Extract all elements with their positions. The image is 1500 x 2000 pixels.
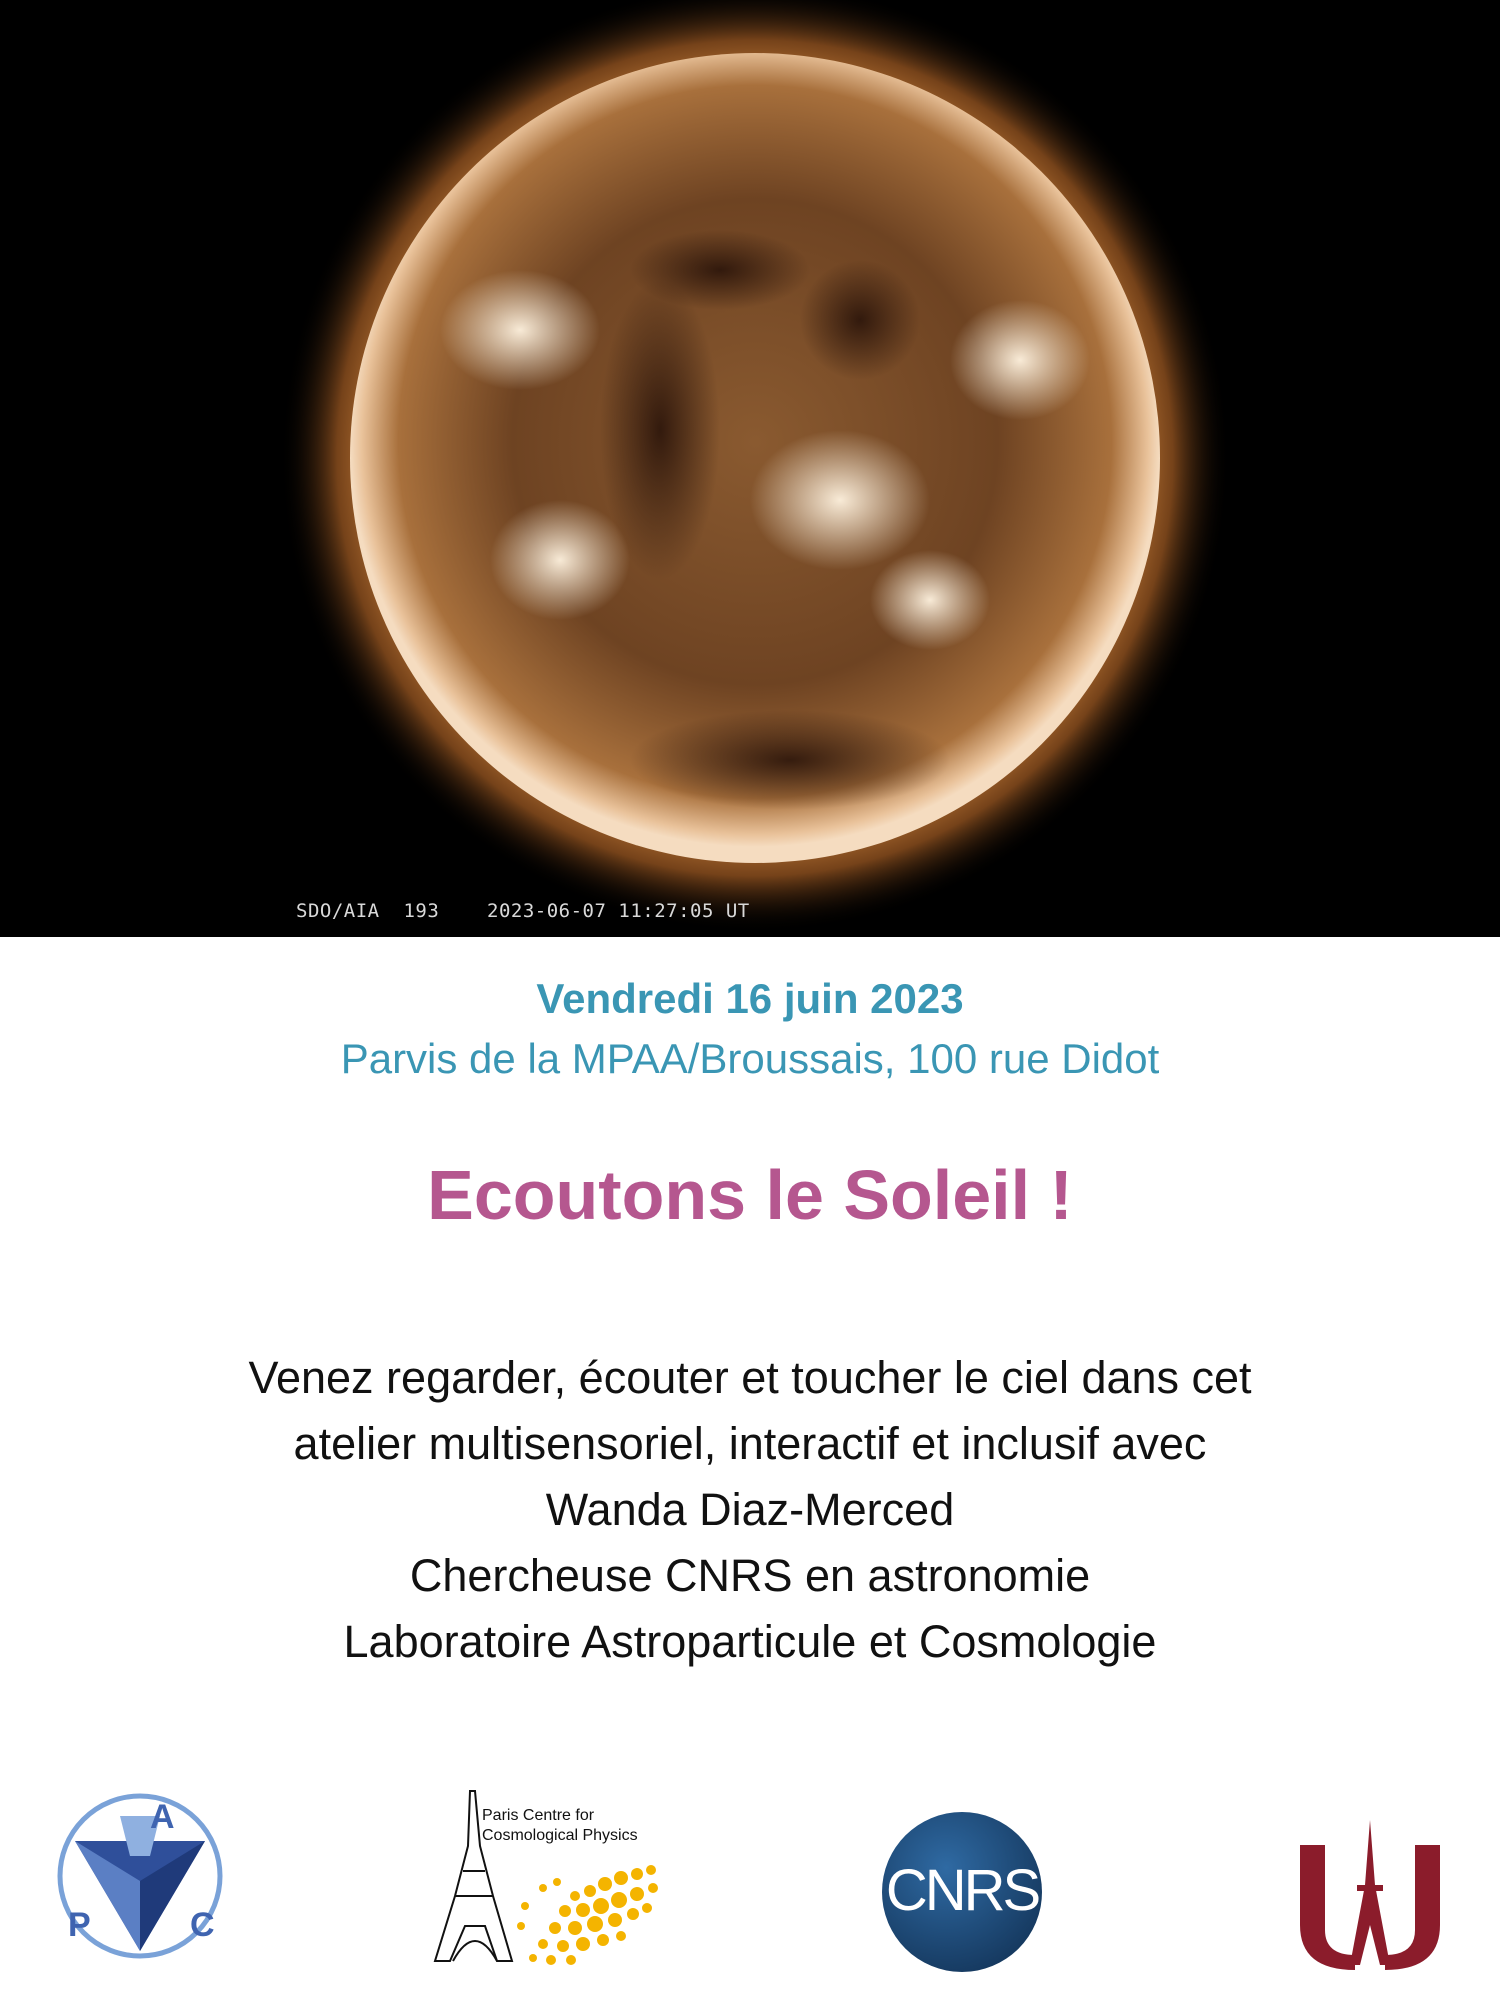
event-location: Parvis de la MPAA/Broussais, 100 rue Didot [340,1035,1160,1082]
cnrs-wordmark: CNRS [885,1858,1039,1923]
event-description [0,1345,1500,1675]
cnrs-logo [880,1810,1045,1975]
pccp-line1: Paris Centre for [482,1807,595,1824]
image-caption [296,900,750,922]
apc-letter-p: P [68,1906,91,1944]
apc-logo [50,1786,230,1966]
description-line: Venez regarder, écouter et toucher le ciel dans cet [248,1352,1252,1403]
caption-timestamp: 2023-06-07 11:27:05 UT [487,900,750,922]
speaker-role: Chercheuse CNRS en astronomie [409,1550,1091,1601]
speaker-lab: Laboratoire Astroparticule et Cosmologie [343,1616,1157,1667]
apc-letter-a: A [150,1798,175,1836]
pccp-line2: Cosmological Physics [482,1827,638,1844]
event-title: Ecoutons le Soleil ! [427,1156,1073,1234]
university-logo [1295,1815,1445,1975]
event-date: Vendredi 16 juin 2023 [536,975,964,1022]
caption-instrument: SDO/AIA 193 [296,900,440,922]
sun-image [0,0,1500,937]
description-line: atelier multisensoriel, interactif et inclusif avec [293,1418,1207,1469]
apc-letter-c: C [190,1906,215,1944]
pccp-name [482,1806,638,1846]
sun-illustration [0,0,1500,937]
speaker-name: Wanda Diaz-Merced [545,1484,955,1535]
